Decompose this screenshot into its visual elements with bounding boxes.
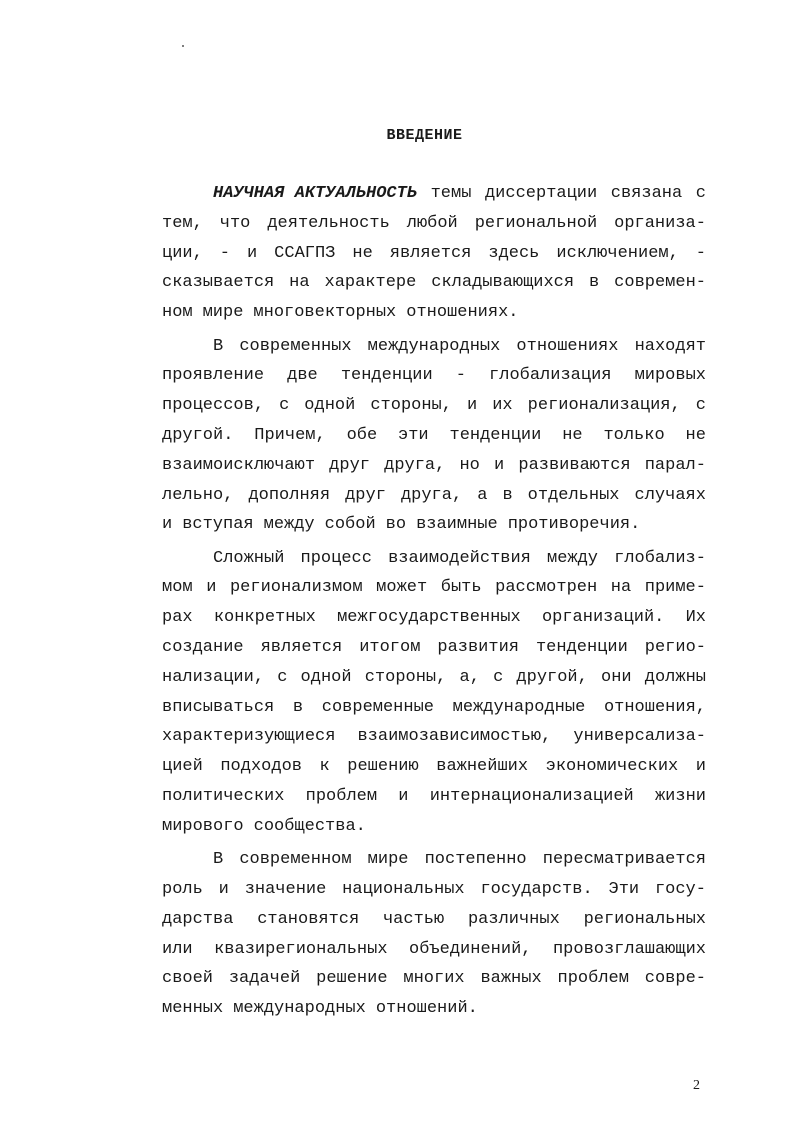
word: случаях: [634, 485, 706, 505]
word: мирового: [162, 816, 244, 836]
word: -: [219, 243, 230, 263]
word: объединений,: [409, 939, 532, 959]
word: другой,: [516, 667, 588, 687]
word: две: [287, 366, 318, 386]
word: Эти: [608, 879, 640, 899]
word: тенденции: [340, 366, 433, 386]
word: различных: [467, 909, 560, 929]
word: развиваются: [518, 455, 631, 475]
word: международных: [367, 336, 501, 356]
paragraph-line: [213, 336, 706, 358]
word: сообщества.: [253, 816, 366, 836]
word: и: [206, 578, 217, 598]
word: международных: [233, 999, 366, 1019]
word: эти: [398, 425, 429, 445]
page-title: ВВЕДЕНИЕ: [386, 127, 463, 144]
word: исключением,: [556, 243, 679, 263]
word: цией: [162, 757, 203, 777]
word: с: [695, 396, 706, 416]
paragraph-line: [162, 998, 706, 1020]
word: итогом: [359, 638, 421, 657]
word: быть: [440, 578, 482, 598]
word: с: [277, 667, 288, 687]
word: национальных: [342, 879, 465, 899]
word: жизни: [654, 787, 706, 806]
word: мире: [202, 303, 244, 323]
word: конкретных: [213, 608, 316, 628]
paragraph-line: [162, 365, 706, 387]
word: или: [162, 939, 193, 959]
word: характере: [324, 273, 417, 293]
word: друг: [329, 455, 370, 475]
word: темы: [430, 184, 472, 203]
paragraph-line: [162, 243, 706, 265]
word: является: [260, 638, 343, 657]
paragraph-line: [162, 272, 706, 294]
word: с: [695, 184, 706, 203]
word: вписываться: [162, 697, 275, 717]
word: Причем,: [254, 425, 326, 445]
paragraph-line: [213, 849, 706, 871]
word: и: [467, 396, 478, 416]
word: взаимные: [416, 515, 498, 535]
word: решению: [347, 757, 419, 777]
word: не: [562, 425, 583, 445]
word: тенденции: [449, 425, 542, 445]
paragraph-line: [213, 183, 706, 205]
word: является: [389, 243, 472, 263]
word: не: [352, 243, 373, 263]
word: регионализация,: [527, 396, 681, 416]
word: нализации,: [162, 667, 265, 687]
word: и: [162, 515, 173, 535]
word: с: [279, 396, 290, 416]
word: ССАГПЗ: [274, 243, 336, 263]
word: а,: [459, 667, 480, 687]
word: а: [477, 485, 488, 505]
word: к: [319, 757, 330, 777]
paragraph-line: [162, 302, 706, 324]
word: тенденции: [535, 638, 628, 657]
word: и: [695, 757, 706, 777]
word: международные: [452, 697, 586, 717]
paragraph-line: [162, 816, 706, 838]
word: рах: [162, 608, 193, 628]
word: государств.: [480, 879, 593, 899]
paragraph-line: [162, 213, 706, 235]
word: мом: [162, 578, 193, 598]
lead-phrase: НАУЧНАЯ АКТУАЛЬНОСТЬ: [213, 184, 418, 203]
word: обе: [346, 425, 378, 445]
word: находят: [634, 336, 706, 356]
word: лельно,: [162, 485, 234, 505]
word: организаций.: [541, 608, 665, 628]
word: проблем: [305, 787, 378, 806]
word: пересматривается: [542, 850, 706, 870]
word: своей: [162, 969, 214, 989]
paragraph-line: [162, 909, 706, 931]
word: на: [610, 578, 632, 598]
paragraph-line: [162, 879, 706, 901]
word: с: [493, 667, 504, 687]
word: ном: [162, 303, 193, 323]
scan-speck: [182, 45, 184, 47]
word: мировых: [634, 366, 706, 386]
word: совре-: [644, 969, 706, 989]
word: друг: [345, 485, 386, 505]
word: универсализа-: [573, 727, 706, 747]
word: отношений.: [375, 999, 478, 1019]
word: друга,: [400, 485, 463, 505]
word: организа-: [614, 213, 706, 233]
word: собой: [324, 515, 376, 535]
word: решение: [316, 969, 388, 989]
word: что: [219, 213, 251, 233]
word: дарства: [162, 909, 234, 929]
word: может: [376, 578, 428, 598]
word: друга,: [384, 455, 446, 475]
word: развития: [437, 638, 519, 657]
word: не: [685, 425, 706, 445]
word: многовекторных: [253, 303, 397, 323]
word: отдельных: [527, 485, 620, 505]
word: квазирегиональных: [214, 939, 388, 959]
word: Сложный: [213, 548, 285, 568]
word: важнейших: [436, 757, 529, 777]
word: современных: [239, 336, 352, 356]
word: межгосударственных: [337, 608, 521, 628]
paragraph-line: [162, 395, 706, 417]
word: становятся: [257, 909, 360, 929]
word: глобализ-: [614, 548, 706, 568]
paragraph-line: [162, 577, 706, 599]
word: между: [547, 548, 599, 568]
word: глобализация: [489, 366, 612, 386]
word: В: [213, 336, 224, 356]
word: экономических: [545, 757, 679, 777]
word: парал-: [644, 455, 706, 475]
word: В: [213, 850, 224, 870]
word: здесь: [488, 243, 540, 263]
word: приме-: [644, 578, 706, 598]
word: другой.: [162, 425, 234, 445]
word: любой: [406, 213, 458, 233]
word: важных: [480, 969, 542, 989]
word: на: [289, 273, 310, 293]
word: стороны,: [364, 667, 447, 687]
word: процессов,: [162, 396, 265, 416]
word: тем,: [162, 213, 203, 233]
word: -: [695, 243, 706, 263]
word: и: [218, 879, 229, 899]
word: частью: [382, 909, 445, 929]
word: роль: [162, 879, 203, 899]
paragraph-line: [213, 548, 706, 570]
word: взаимоисключают: [162, 455, 316, 475]
word: и: [494, 455, 505, 475]
word: только: [603, 425, 665, 445]
word: -: [455, 366, 466, 386]
word: процесс: [300, 548, 372, 568]
word: в: [292, 697, 304, 717]
paragraph-line: [162, 939, 706, 961]
word: стороны,: [370, 396, 452, 416]
word: отношениях.: [406, 303, 519, 323]
word: задачей: [228, 969, 301, 989]
word: в: [589, 273, 600, 293]
word: регионализмом: [229, 578, 363, 598]
word: противоречия.: [507, 515, 641, 535]
word: современ-: [614, 273, 706, 293]
paragraph-line: [162, 756, 706, 778]
word: должны: [644, 667, 706, 687]
word: вступая: [182, 515, 254, 535]
word: их: [492, 396, 513, 416]
word: во: [385, 515, 407, 535]
word: интернационализацией: [429, 787, 634, 806]
word: проявление: [162, 366, 265, 386]
word: постепенно: [424, 850, 527, 870]
word: отношениях: [516, 336, 619, 356]
paragraph-line: [162, 514, 706, 536]
word: современные: [321, 697, 434, 717]
word: современном: [239, 850, 352, 870]
word: и: [246, 243, 258, 263]
paragraph-line: [162, 667, 706, 689]
word: одной: [304, 396, 356, 416]
word: госу-: [654, 879, 706, 899]
word: диссертации: [484, 184, 598, 203]
word: многих: [403, 969, 465, 989]
word: взаимозависимостью,: [357, 727, 552, 747]
word: характеризующиеся: [162, 727, 336, 747]
paragraph-line: [162, 968, 706, 990]
word: между: [263, 515, 315, 535]
word: провозглашающих: [552, 939, 706, 959]
word: сказывается: [162, 273, 275, 293]
word: проблем: [557, 969, 629, 989]
word: дополняя: [248, 485, 331, 505]
word: региональных: [583, 909, 706, 929]
word: связана: [610, 184, 683, 203]
word: региональной: [474, 213, 598, 233]
word: подходов: [220, 757, 302, 777]
word: мире: [367, 850, 409, 870]
page-number: 2: [693, 1078, 700, 1093]
word: одной: [300, 667, 352, 687]
word: но: [459, 455, 480, 475]
paragraph-line: [162, 697, 706, 719]
word: значение: [244, 879, 327, 899]
paragraph-line: [162, 425, 706, 447]
word: менных: [162, 999, 224, 1019]
paragraph-line: [162, 607, 706, 629]
word: Их: [685, 608, 706, 628]
word: они: [601, 667, 632, 687]
word: отношения,: [603, 697, 706, 717]
word: складывающихся: [431, 273, 575, 293]
word: создание: [162, 638, 244, 657]
paragraph-line: [162, 455, 706, 477]
word: политических: [162, 787, 285, 806]
paragraph-line: [162, 726, 706, 748]
paragraph-line: [162, 637, 706, 659]
word: регио-: [644, 638, 706, 657]
word: взаимодействия: [388, 548, 531, 568]
paragraph-line: [162, 485, 706, 507]
paragraph-line: [162, 786, 706, 808]
word: ции,: [162, 243, 203, 263]
word: в: [502, 485, 513, 505]
word: рассмотрен: [495, 578, 598, 598]
word: и: [398, 787, 409, 806]
word: деятельность: [267, 213, 390, 233]
